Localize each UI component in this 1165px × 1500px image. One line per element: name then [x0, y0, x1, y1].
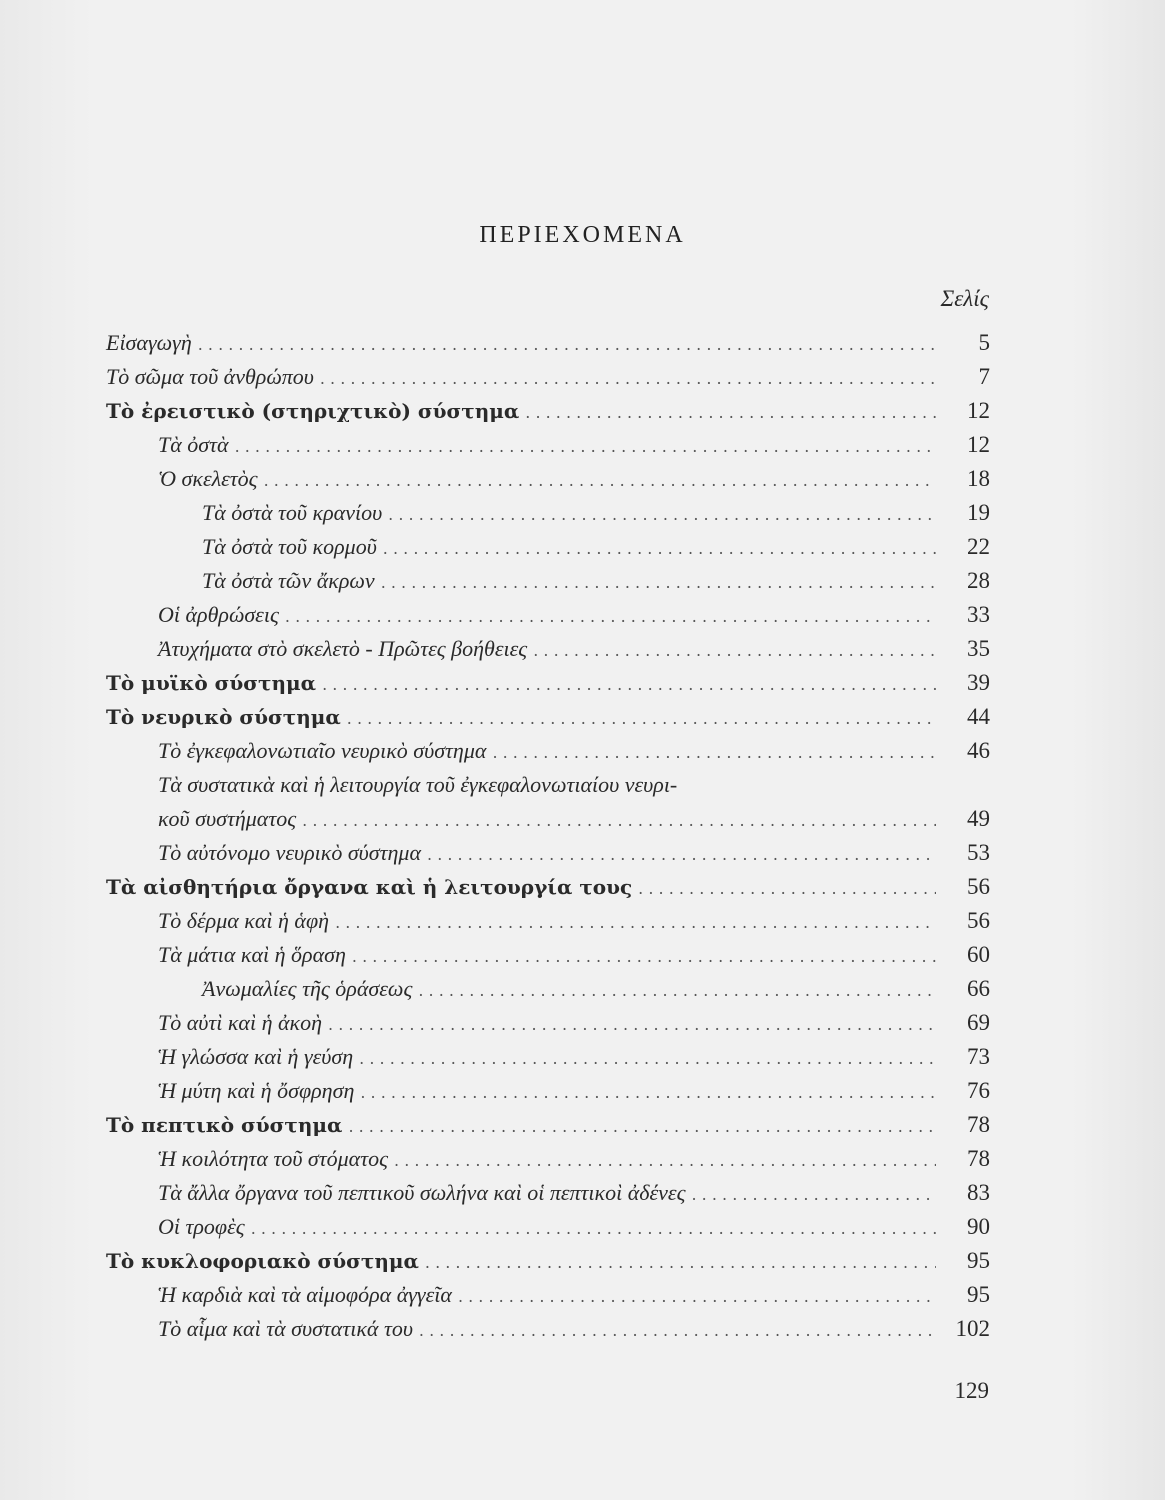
toc-entry-label: Τὰ ὀστὰ τοῦ κρανίου	[202, 500, 383, 525]
toc-entry-page: 49	[967, 806, 990, 831]
toc-entry	[158, 1176, 990, 1210]
leader-dots	[427, 838, 936, 872]
toc-entry-label: Τὰ μάτια καὶ ἡ ὅραση	[158, 942, 346, 967]
toc-entry-page: 95	[967, 1248, 990, 1273]
toc-section	[106, 394, 990, 428]
toc-entry-page: 78	[967, 1146, 990, 1171]
toc-section	[106, 1244, 990, 1278]
toc-entry-label: Τὸ ἐγκεφαλονωτιαῖο νευρικὸ σύστημα	[158, 738, 487, 763]
toc-entry-page: 76	[967, 1078, 990, 1103]
toc-section	[106, 666, 990, 700]
toc-section-label: Τὸ πεπτικὸ σύστημα	[106, 1113, 343, 1137]
toc-entry	[158, 1210, 990, 1244]
toc-entry	[158, 768, 990, 802]
toc-section-label: Τὰ αἰσθητήρια ὄργανα καὶ ἡ λειτουργία τους	[106, 875, 633, 899]
leader-dots	[419, 1314, 936, 1348]
toc-entry-page: 102	[955, 1316, 990, 1341]
toc-entry-page: 90	[967, 1214, 990, 1239]
toc-entry-label: Οἱ τροφὲς	[158, 1214, 245, 1239]
toc-entry	[158, 428, 990, 462]
leader-dots	[335, 906, 936, 940]
toc-entry-page: 39	[967, 670, 990, 695]
leader-dots	[352, 940, 936, 974]
toc-entry	[158, 836, 990, 870]
toc-entry-label: Τὸ σῶμα τοῦ ἀνθρώπου	[106, 364, 314, 389]
leader-dots	[492, 736, 936, 770]
toc-entry-page: 78	[967, 1112, 990, 1137]
toc-entry-page: 7	[978, 364, 990, 389]
leader-dots	[285, 600, 936, 634]
leader-dots	[322, 668, 936, 702]
leader-dots	[359, 1042, 936, 1076]
leader-dots	[264, 464, 936, 498]
toc-entry-page: 46	[967, 738, 990, 763]
leader-dots	[388, 498, 936, 532]
toc-entry-label: Ὁ σκελετὸς	[158, 466, 258, 491]
toc-entry-label: Ἀνωμαλίες τῆς ὁράσεως	[202, 976, 413, 1001]
toc-entry-label: Τὸ αἷμα καὶ τὰ συστατικά του	[158, 1316, 413, 1341]
leader-dots	[302, 804, 936, 838]
page-title: ΠΕΡΙΕΧΟΜΕΝΑ	[479, 222, 686, 248]
toc-section-label: Τὸ κυκλοφοριακὸ σύστημα	[106, 1249, 419, 1273]
toc-entry-page: 69	[967, 1010, 990, 1035]
leader-dots	[381, 566, 936, 600]
leader-dots	[425, 1246, 936, 1280]
toc-section	[106, 700, 990, 734]
toc-entry	[158, 1074, 990, 1108]
toc-entry-page: 35	[967, 636, 990, 661]
pages-column-header: Σελίς	[940, 286, 989, 311]
leader-dots	[458, 1280, 936, 1314]
toc-entry	[202, 972, 990, 1006]
toc-entry-page: 22	[967, 534, 990, 559]
toc-entry-label: Τὸ αὐτὶ καὶ ἡ ἀκοὴ	[158, 1010, 323, 1035]
toc-entry-label: Ἡ γλώσσα καὶ ἡ γεύση	[158, 1044, 354, 1069]
leader-dots	[320, 362, 936, 396]
toc-entry-page: 73	[967, 1044, 990, 1069]
toc-entry-page: 33	[967, 602, 990, 627]
toc-entry	[158, 1040, 990, 1074]
toc-entry-label: Τὰ ὀστὰ	[158, 432, 229, 457]
toc-entry	[158, 734, 990, 768]
toc-entry-label: Τὸ δέρμα καὶ ἡ ἁφὴ	[158, 908, 330, 933]
toc-entry	[158, 802, 990, 836]
toc-entry	[202, 496, 990, 530]
toc-entry-label: Ἡ κοιλότητα τοῦ στόματος	[158, 1146, 389, 1171]
toc-entry-page: 60	[967, 942, 990, 967]
toc-entry	[106, 326, 990, 360]
leader-dots	[383, 532, 936, 566]
toc-entry-label: Τὸ αὐτόνομο νευρικὸ σύστημα	[158, 840, 422, 865]
toc-entry-page: 5	[978, 330, 990, 355]
page-number: 129	[954, 1378, 989, 1403]
toc-entry-page: 56	[967, 874, 990, 899]
toc-entry-label: Οἱ ἀρθρώσεις	[158, 602, 279, 627]
leader-dots	[328, 1008, 936, 1042]
toc-entry-page: 44	[967, 704, 990, 729]
toc-entry	[158, 938, 990, 972]
toc-entry	[106, 360, 990, 394]
toc-entry-page: 83	[967, 1180, 990, 1205]
toc-entry-label: κοῦ συστήματος	[158, 806, 297, 831]
leader-dots	[198, 328, 936, 362]
toc-entry	[158, 598, 990, 632]
toc-entry-page: 12	[967, 398, 990, 423]
leader-dots	[347, 702, 936, 736]
leader-dots	[533, 634, 936, 668]
leader-dots	[525, 396, 936, 430]
toc-entry	[158, 1312, 990, 1346]
toc-entry-label: Τὰ ὀστὰ τοῦ κορμοῦ	[202, 534, 377, 559]
leader-dots	[348, 1110, 936, 1144]
toc-entry-page: 19	[967, 500, 990, 525]
toc-entry	[158, 904, 990, 938]
toc-entry	[202, 564, 990, 598]
toc-entry-page: 12	[967, 432, 990, 457]
leader-dots	[235, 430, 936, 464]
toc-entry	[158, 632, 990, 666]
toc-entry-label: Εἰσαγωγὴ	[106, 330, 192, 355]
toc-entry-page: 28	[967, 568, 990, 593]
toc-entry	[202, 530, 990, 564]
toc-section-label: Τὸ νευρικὸ σύστημα	[106, 705, 341, 729]
toc-entry-page: 53	[967, 840, 990, 865]
toc-entry-page: 18	[967, 466, 990, 491]
leader-dots	[360, 1076, 936, 1110]
toc-section	[106, 1108, 990, 1142]
toc-entry-label: Ἡ καρδιὰ καὶ τὰ αἱμοφόρα ἀγγεῖα	[158, 1282, 452, 1307]
leader-dots	[251, 1212, 936, 1246]
toc-section-label: Τὸ μυϊκὸ σύστημα	[106, 671, 317, 695]
toc-entry	[158, 1006, 990, 1040]
toc-entry	[158, 1142, 990, 1176]
toc-section	[106, 870, 990, 904]
toc-entry-label: Ἡ μύτη καὶ ἡ ὄσφρηση	[158, 1078, 355, 1103]
toc-entry-page: 95	[967, 1282, 990, 1307]
toc-entry-label: Τὰ ἄλλα ὄργανα τοῦ πεπτικοῦ σωλήνα καὶ οἱ πεπτικοὶ ἀδένες	[158, 1180, 686, 1205]
leader-dots	[418, 974, 936, 1008]
leader-dots	[394, 1144, 936, 1178]
toc-entry	[158, 462, 990, 496]
toc-entry-page: 56	[967, 908, 990, 933]
leader-dots	[638, 872, 936, 906]
toc-entry-label: Τὰ ὀστὰ τῶν ἄκρων	[202, 568, 375, 593]
toc-entry	[158, 1278, 990, 1312]
toc-entry-page: 66	[967, 976, 990, 1001]
toc-entry-label: Τὰ συστατικὰ καὶ ἡ λειτουργία τοῦ ἐγκεφαλονωτιαίου νευρι-	[158, 772, 678, 797]
toc-section-label: Τὸ ἐρειστικὸ (στηριχτικὸ) σύστημα	[106, 399, 520, 423]
leader-dots	[692, 1178, 937, 1212]
toc-entry-label: Ἀτυχήματα στὸ σκελετὸ - Πρῶτες βοήθειες	[158, 636, 528, 661]
